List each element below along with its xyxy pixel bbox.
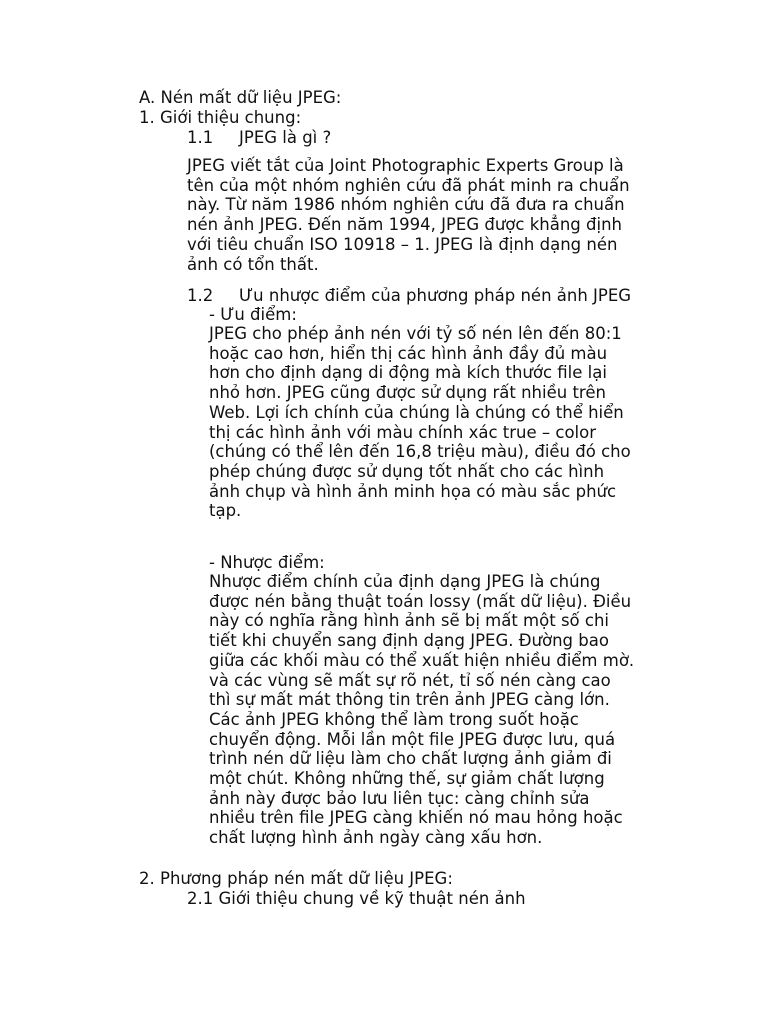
section-2-1-heading: 2.1 Giới thiệu chung về kỹ thuật nén ảnh	[187, 889, 526, 908]
section-1-2-heading	[187, 286, 631, 306]
section-1-1-body: JPEG viết tắt của Joint Photographic Experts Group là tên của một nhóm nghiên cứu đã phát minh ra chuẩn này. Từ năm 1986 nhóm nghiên cứu đã đưa ra chuẩn nén ảnh JPEG. Đến năm 1994, JPEG được khẳng định với tiêu chuẩn ISO 10918 – 1. JPEG là định dạng nén ảnh có tổn thất.	[187, 156, 630, 274]
heading-2: 2. Phương pháp nén mất dữ liệu JPEG:	[139, 869, 453, 888]
section-1-2-number: 1.2	[187, 286, 214, 305]
advantages-label: - Ưu điểm:	[209, 305, 297, 324]
section-1-2-title: Ưu nhược điểm của phương pháp nén ảnh JPEG	[239, 286, 632, 305]
section-1-1-title: JPEG là gì ?	[239, 128, 332, 147]
heading-1: 1. Giới thiệu chung:	[139, 108, 302, 127]
disadvantages-label: - Nhược điểm:	[209, 553, 325, 572]
section-1-1-number: 1.1	[187, 128, 214, 147]
heading-a: A. Nén mất dữ liệu JPEG:	[139, 88, 342, 107]
disadvantages-body: Nhược điểm chính của định dạng JPEG là chúng được nén bằng thuật toán lossy (mất dữ liệu). Điều này có nghĩa rằng hình ảnh sẽ bị mất một số chi tiết khi chuyển sang định dạng JPEG. Đường bao giữa các khối màu có thể xuất hiện nhiều điểm mờ. và các vùng sẽ mất sự rõ nét, tỉ số nén càng cao thì sự mất mát thông tin trên ảnh JPEG càng lớn. Các ảnh JPEG không thể làm trong suốt hoặc chuyển động. Mỗi lần một file JPEG được lưu, quá trình nén dữ liệu làm cho chất lượng ảnh giảm đi một chút. Không những thế, sự giảm chất lượng ảnh này được bảo lưu liên tục: càng chỉnh sửa nhiều trên file JPEG càng khiến nó mau hỏng hoặc chất lượng hình ảnh ngày càng xấu hơn.	[209, 572, 635, 848]
section-1-1-heading	[187, 128, 331, 148]
advantages-body: JPEG cho phép ảnh nén với tỷ số nén lên đến 80:1 hoặc cao hơn, hiển thị các hình ảnh đầy đủ màu hơn cho định dạng di động mà kích thước file lại nhỏ hơn. JPEG cũng được sử dụng rất nhiều trên Web. Lợi ích chính của chúng là chúng có thể hiển thị các hình ảnh với màu chính xác true – color (chúng có thể lên đến 16,8 triệu màu), điều đó cho phép chúng được sử dụng tốt nhất cho các hình ảnh chụp và hình ảnh minh họa có màu sắc phức tạp.	[209, 324, 631, 521]
